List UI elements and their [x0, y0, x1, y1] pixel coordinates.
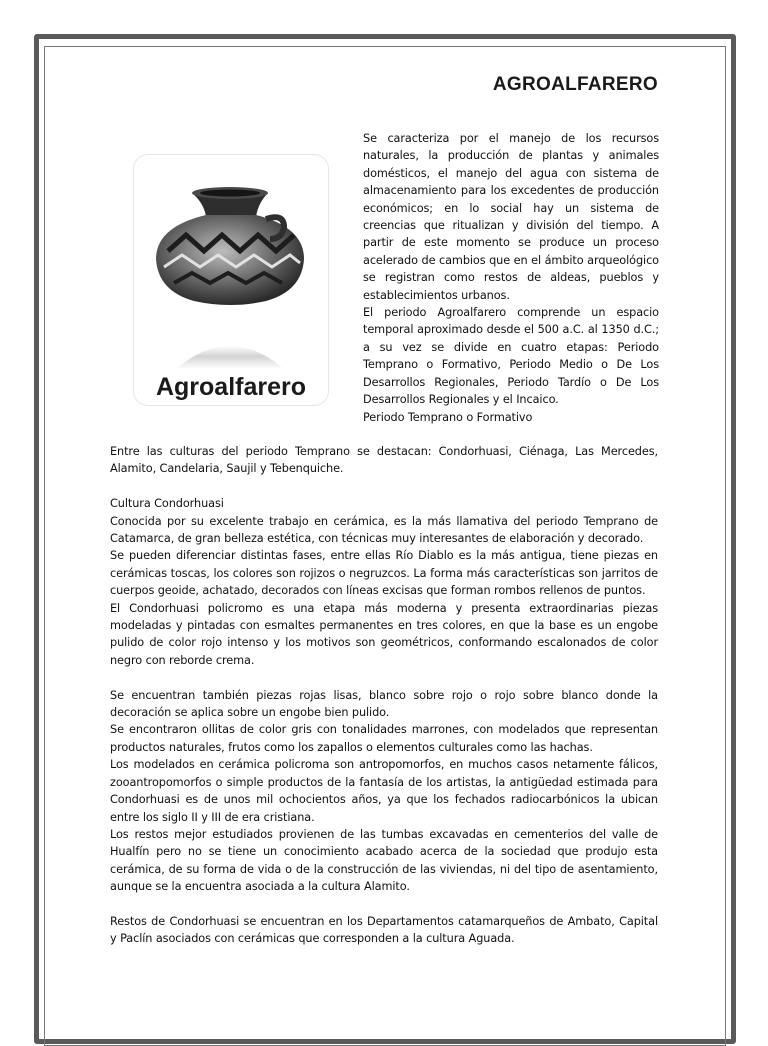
intro-paragraph: Se caracteriza por el manejo de los recursos naturales, la producción de plantas y animales domésticos, el manejo del agua con sistema de almacenamiento para los excedentes de producción económicos; en lo social hay un sistema de creencias que ritualizan y división del tiempo. A partir de este momento se produce un proceso acelerado de cambios que en el ámbito arqueológico se registran como restos de aldeas, pueblos y establecimientos urbanos.: [363, 132, 659, 302]
cultures-intro: Entre las culturas del periodo Temprano se destacan: Condorhuasi, Ciénaga, Las Mercedes, Alamito, Candelaria, Saujil y Tebenquiche.: [110, 445, 658, 476]
section-title: Cultura Condorhuasi: [110, 497, 224, 511]
body-paragraph: Los restos mejor estudiados provienen de las tumbas excavadas en cementerios del valle de Hualfín pero no se tiene un conocimiento acabado acerca de la sociedad que produjo esta cerámica, de su forma de vida o de la construcción de las viviendas, ni del tipo de asentamiento, aunque se la encuentra asociada a la cultura Alamito.: [110, 827, 658, 894]
illustration-label: Agroalfarero: [155, 373, 307, 401]
intro-text: [363, 130, 659, 426]
body-paragraph: Se encontraron ollitas de color gris con tonalidades marrones, con modelados que representan productos naturales, frutos como los zapallos o elementos culturales como las hachas.: [110, 723, 658, 754]
closing-paragraph: Restos de Condorhuasi se encuentran en los Departamentos catamarqueños de Ambato, Capital y Paclín asociados con cerámicas que corresponden a la cultura Aguada.: [110, 914, 658, 946]
ceramic-vessel-icon: [134, 155, 328, 405]
body-paragraph: Se encuentran también piezas rojas lisas, blanco sobre rojo o rojo sobre blanco donde la decoración se aplica sobre un engobe bien pulido.: [110, 688, 658, 720]
body-paragraph: Los modelados en cerámica policroma son antropomorfos, en muchos casos netamente fálicos, zooantropomorfos o simple productos de la fantasía de los artistas, la antigüedad estimada para Condorhuasi es de unos mil ochocientos años, ya que los fechados radiocarbónicos la ubican entre los siglo II y III de era cristiana.: [110, 758, 658, 824]
intro-subheading: Periodo Temprano o Formativo: [363, 410, 533, 424]
body-paragraph: El Condorhuasi policromo es una etapa más moderna y presenta extraordinarias piezas modeladas y pintadas con esmaltes permanentes en tres colores, en que la base es un engobe pulido de color rojo intenso y los motivos son geométricos, conformando escalonados de color negro con reborde crema.: [110, 601, 658, 667]
illustration-card: [134, 155, 328, 405]
body-text: [110, 443, 658, 948]
intro-paragraph: El periodo Agroalfarero comprende un espacio temporal aproximado desde el 500 a.C. al 1350 d.C.; a su vez se divide en cuatro etapas: Periodo Temprano o Formativo, Periodo Medio o De Los Desarrollos Regionales, Periodo Tardío o De Los Desarrollos Regionales y el Incaico.: [363, 306, 659, 407]
body-paragraph: Se pueden diferenciar distintas fases, entre ellas Río Diablo es la más antigua, tiene piezas en cerámicas toscas, los colores son rojizos o negruzcos. La forma más características son jarritos de cuerpos geoide, achatado, decorados con líneas excisas que forman rombos rellenos de puntos.: [110, 549, 658, 598]
body-paragraph: Conocida por su excelente trabajo en cerámica, es la más llamativa del periodo Temprano de Catamarca, de gran belleza estética, con técnicas muy interesantes de elaboración y decorado.: [110, 514, 658, 546]
page-title: AGROALFARERO: [492, 74, 658, 95]
